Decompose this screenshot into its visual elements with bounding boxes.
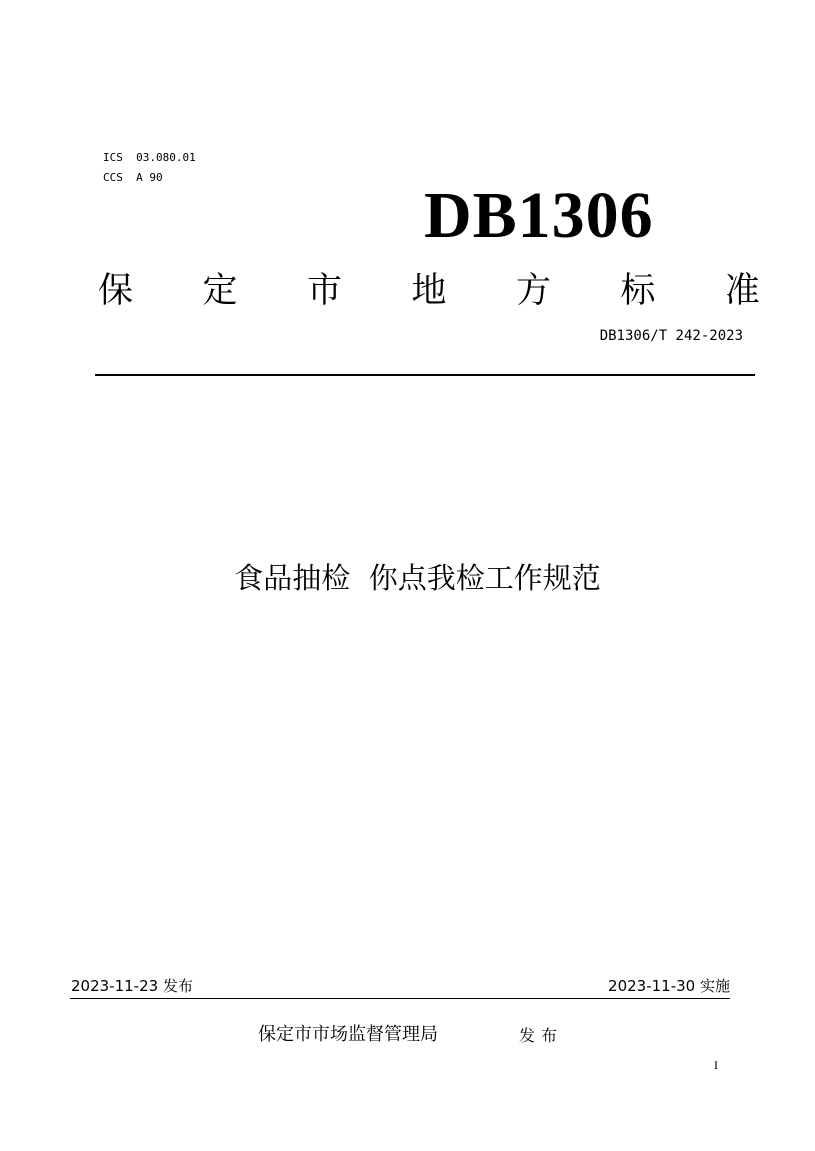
standard-type-char: 方 (515, 271, 551, 311)
implementation-date: 2023-11-30 实施 (608, 977, 730, 995)
footer-divider (70, 998, 730, 999)
standard-type-char: 市 (306, 271, 342, 311)
standard-type-char: 保 (98, 271, 134, 311)
standard-type-title (98, 266, 760, 316)
ccs-code: CCS A 90 (103, 171, 163, 184)
issuing-authority: 保定市市场监督管理局 (258, 1024, 438, 1045)
document-title: 食品抽检 你点我检工作规范 (234, 561, 601, 595)
header-divider (95, 374, 755, 376)
standard-code-heading: DB1306 (424, 179, 654, 252)
issue-date: 2023-11-23 发布 (71, 977, 193, 995)
standard-type-char: 定 (202, 271, 238, 311)
page-number: I (714, 1058, 718, 1072)
standard-type-char: 标 (620, 271, 656, 311)
standard-type-char: 准 (724, 271, 760, 311)
ics-code: ICS 03.080.01 (103, 151, 196, 164)
standard-number: DB1306/T 242-2023 (599, 328, 743, 344)
issue-label: 发布 (519, 1026, 564, 1045)
standard-type-char: 地 (411, 271, 447, 311)
